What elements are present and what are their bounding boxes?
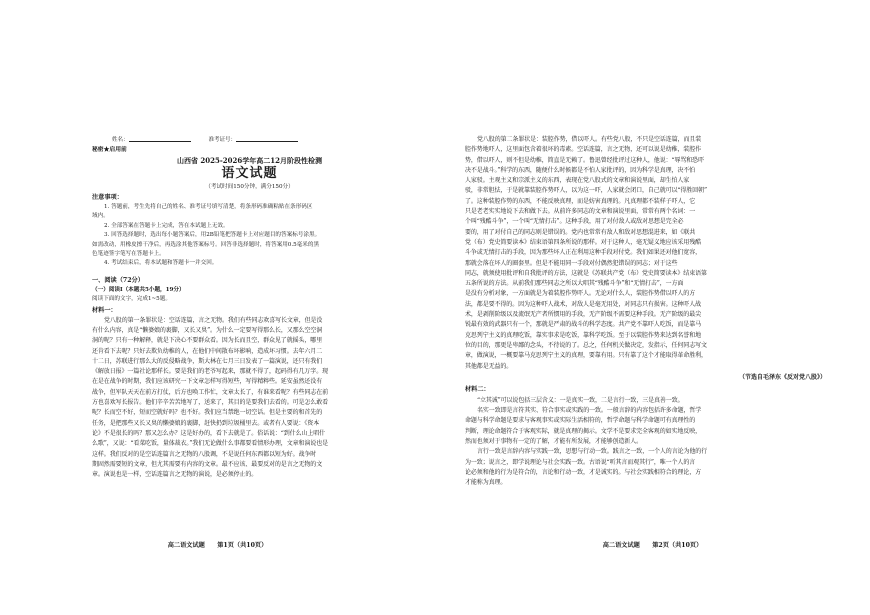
- text-line: 论》不是很长的吗？那又怎么办？这是好办的，看下去就是了。俗话说：“到什么山上唱什: [92, 429, 326, 437]
- page-footer: 高二语文试题 第2页（共10页）: [602, 542, 703, 549]
- text-line: 《解放日报》一篇社论那样长。要是我们的老爷写起来，那就不得了，起码得有几万字。现: [92, 368, 329, 376]
- text-line: 判断，理论命题符合于客观实际，就是真理的揭示。文学不是要求完全客观的如实地反映，: [465, 427, 702, 435]
- text-line: 党八股的第二条罪状是：装腔作势，借以吓人。有些党八股，不只是空话连篇，而且装: [477, 136, 702, 143]
- text-line: 然而也须对于事物有一定的了解，才能有所发展，才能够创造新人。: [465, 438, 643, 446]
- text-line: 锐最有效的武器只有一个，那就是严肃的战斗的科学态度。共产党不靠吓人吃饭，而是靠马: [465, 321, 702, 329]
- text-line: 位的目的，那更是卑鄙的念头，不待说的了。总之，任何机关做决定，发指示，任何同志写文: [465, 341, 707, 349]
- text-line: 洞的呢？只有一种解释，就是下决心不要群众看。因为长而且空，群众见了就摇头，哪里: [92, 337, 323, 345]
- page-2: [435, 0, 870, 615]
- text-line: 为一致；说言之，即学说理论与社会实践一致。古语说“听其言而观其行”，唯一个人的言: [465, 458, 696, 466]
- name-blank: [129, 135, 191, 142]
- note-line: 4. 考试结束后，将本试题和答题卡一并交回。: [104, 260, 218, 267]
- material-1-continued: [465, 135, 830, 372]
- note-line: 1. 答题前，考生先将自己的姓名、准考证号填写清楚，将条形码准确粘贴在条形码区: [104, 204, 313, 210]
- ticket-label: 准考证号：: [208, 137, 237, 143]
- text-line: 腔作势地吓人，这里面包含着很坏的毒素。空话连篇，言之无物，还可以说是幼稚，装腔作: [465, 146, 702, 154]
- text-line: 十二日，苏联进行那么大的反侵略战争，斯大林在七月三日发表了一篇演说，还只有我们: [92, 357, 323, 365]
- text-line: 名实一致即是言符其实、符合事实或实践的一致。一般言辞的内容包括许多命题，哲学: [477, 407, 702, 415]
- text-line: 其他都是无益的。: [465, 362, 513, 370]
- note-line: 如需改动，用橡皮擦干净后，再选涂其他答案标号。回答非选择题时，将答案用0.5毫米的黑: [92, 241, 320, 248]
- text-line: 章，做演说，一概要靠马克思列宁主义的真理，要靠有用。只有靠了这个才能取得革命胜利，: [465, 352, 707, 360]
- text-line: 那就会落在坏人的圈套里。但是不能用同一手段对付偶然犯错误的同志；对于这些: [465, 259, 678, 267]
- secret-mark: 秘密★启用前: [92, 147, 127, 153]
- material-2-body: [465, 396, 830, 489]
- text-line: 五条所说的方法。从前我们那些同志之所以大唱其“残酷斗争”和“无情打击”，一方面: [465, 280, 684, 288]
- text-line: 么歌”，又说：“看菜吃饭，量体裁衣。”我们无论做什么事都要看情形办理，文章和演说也是: [92, 440, 329, 448]
- text-line: 呢？长而空不好，短而空就好吗？也不好。我们应当禁绝一切空话。但是主要的和首先的: [92, 409, 323, 417]
- text-line: 这样。我们反对的是空话连篇言之无物的八股调，不是说任何东西都以短为好。战争时: [92, 450, 317, 458]
- text-line: 个叫“残酷斗争”，一个叫“无情打击”。这种手段，用了对付敌人或敌对思想是完全必: [465, 218, 684, 226]
- text-line: 党八股的第一条罪状是：空话连篇，言之无物。我们有些同志欢喜写长文章，但是没: [104, 316, 323, 324]
- material-2-label: 材料二：: [465, 385, 490, 393]
- text-line: 言行一致是言辞内容与实践一致，思想与行动一致。践言之一致，一个人的言论为他的行: [477, 448, 708, 456]
- ticket-blank: [236, 135, 298, 142]
- text-line: 克思列宁主义的真理吃饭，靠实事求是吃饭，靠科学吃饭。至于以装腔作势来达到名誉和地: [465, 331, 702, 339]
- text-line: 驳，非常胆怯，于是就靠装腔作势吓人，以为这一吓，人家就会闭口，自己就可以“得胜回朝”: [465, 187, 707, 195]
- source-note: （节选自毛泽东《反对党八股》）: [738, 373, 826, 381]
- name-label: 姓名：: [112, 137, 129, 143]
- section-heading: 一、阅读（72分）: [92, 276, 144, 284]
- candidate-info: [92, 135, 407, 145]
- text-line: 章。演说也是一样，空话连篇言之无物的演说，是必须停止的。: [92, 471, 258, 479]
- text-line: 有什么内容，真是“懒婆娘的裹脚，又长又臭”。为什么一定要写得那么长，又那么空空洞: [92, 326, 323, 334]
- text-line: 同志，就须使用批评和自我批评的方法，这就是《苏联共产党（布）党史简要读本》结束语第: [465, 269, 707, 277]
- text-line: 任务，是把那些又长又臭的懒婆娘的裹脚，赶快扔到垃圾桶里去。或者有人要说：《资本: [92, 419, 320, 427]
- text-line: 决不是战斗。”科学的东西，随便什么时候都是不怕人家批评的，因为科学是真理，决不怕: [465, 166, 696, 174]
- text-line: 战争，但军队天天在前方打仗，后方也唤工作忙，文章太长了，有谁来看呢？有些同志在前: [92, 388, 329, 396]
- material-1-body: [92, 316, 407, 481]
- text-line: 术，是剥削阶级以及流氓无产者所惯用的手段，无产阶级不需要这种手段。无产阶级的最尖: [465, 311, 702, 319]
- text-line: 了。这种装腔作势的东西，不能反映真理，而是妨害真理的。凡真理都不装样子吓人，它: [465, 197, 696, 205]
- text-line: 期固然需要短的文章，但尤其需要有内容的文章。最不应该、最要反对的是言之无物的文: [92, 460, 323, 468]
- text-line: 才能称为真理。: [465, 479, 507, 487]
- text-line: 斗争或无情打击的手段，因为那些坏人正在利用这种手段对付党。我们如果还对他们宽容，: [465, 249, 702, 257]
- notes-heading: 注意事项：: [92, 194, 123, 201]
- text-line: 方也喜欢写长报告。他们辛辛苦苦地写了，送来了，其目的是要我们去看的。可是怎么敢看: [92, 399, 329, 407]
- text-line: 人家驳。主观主义和宗派主义的东西，表现在党八股式的文章和演说里面，却生怕人家: [465, 177, 690, 185]
- text-line: 还肯看下去呢？只好去欺负幼稚的人，在他们中间散布坏影响，造成坏习惯。去年六月二: [92, 347, 323, 355]
- text-line: 党（布）党史简要读本》结束语第四条所说的那样。对于这种人，毫无疑义地应该采用残酷: [465, 238, 702, 246]
- note-line: 2. 全部答案在答题卡上完成，答在本试题上无效。: [104, 222, 229, 229]
- text-line: 只是老老实实地说下去和做下去。从前许多同志的文章和演说里面，常常有两个名词：一: [465, 208, 696, 216]
- text-line: 论必须和他的行为是符合的，言论和行动一致，才是诚实的。与社会实践相符合的理论，方: [465, 468, 702, 476]
- text-line: 命题与科学命题是要求与客观事实或实际生活相符的，哲学命题与科学命题可有真理性的: [465, 417, 696, 425]
- text-line: 在是在战争的时期，我们应该研究一下文章怎样写得短些，写得精粹些。延安虽然还没有: [92, 378, 323, 386]
- subsection-heading: （一）阅读Ⅰ（本题共5小题，19分）: [92, 286, 185, 293]
- page-footer: 高二语文试题 第1页（共10页）: [167, 542, 268, 549]
- material-1-label: 材料一：: [92, 306, 117, 314]
- note-line: 色笔迹签字笔写在答题卡上。: [92, 251, 165, 258]
- note-line: 域内。: [92, 213, 109, 220]
- text-line: 势，借以吓人，则不但是幼稚，简直是无赖了。鲁迅曾经批评过这种人，他说：“辱骂和恐吓: [465, 156, 704, 164]
- text-line: 要的，用了对付自己的同志则是错误的。党内也常常有敌人和敌对思想混进来，如《联共: [465, 228, 696, 236]
- notes-list: [92, 203, 407, 269]
- text-line: 法，都是要不得的。因为这种吓人战术，对敌人是毫无用处，对同志只有损害。这种吓人战: [465, 300, 702, 308]
- instruction: 阅读下面的文字，完成1~5题。: [92, 296, 171, 303]
- subject-title: 语文试题: [221, 166, 278, 181]
- text-line: 是没有分析对象，一方面就是为着装腔作势吓人。无论对什么人，装腔作势借以吓人的方: [465, 290, 696, 298]
- exam-info: （考试时间150分钟，满分150分）: [205, 184, 294, 190]
- text-line: “立其诚”可以说包括三层含义：一是真实一致，二是言行一致，三是真善一致。: [477, 396, 684, 404]
- note-line: 3. 回答选择题时，选出每小题答案后，用2B铅笔把答题卡上对应题目的答案标号涂黑。: [104, 232, 321, 239]
- exam-title: 山西省 2025-2026学年高二12月阶段性检测: [176, 156, 323, 165]
